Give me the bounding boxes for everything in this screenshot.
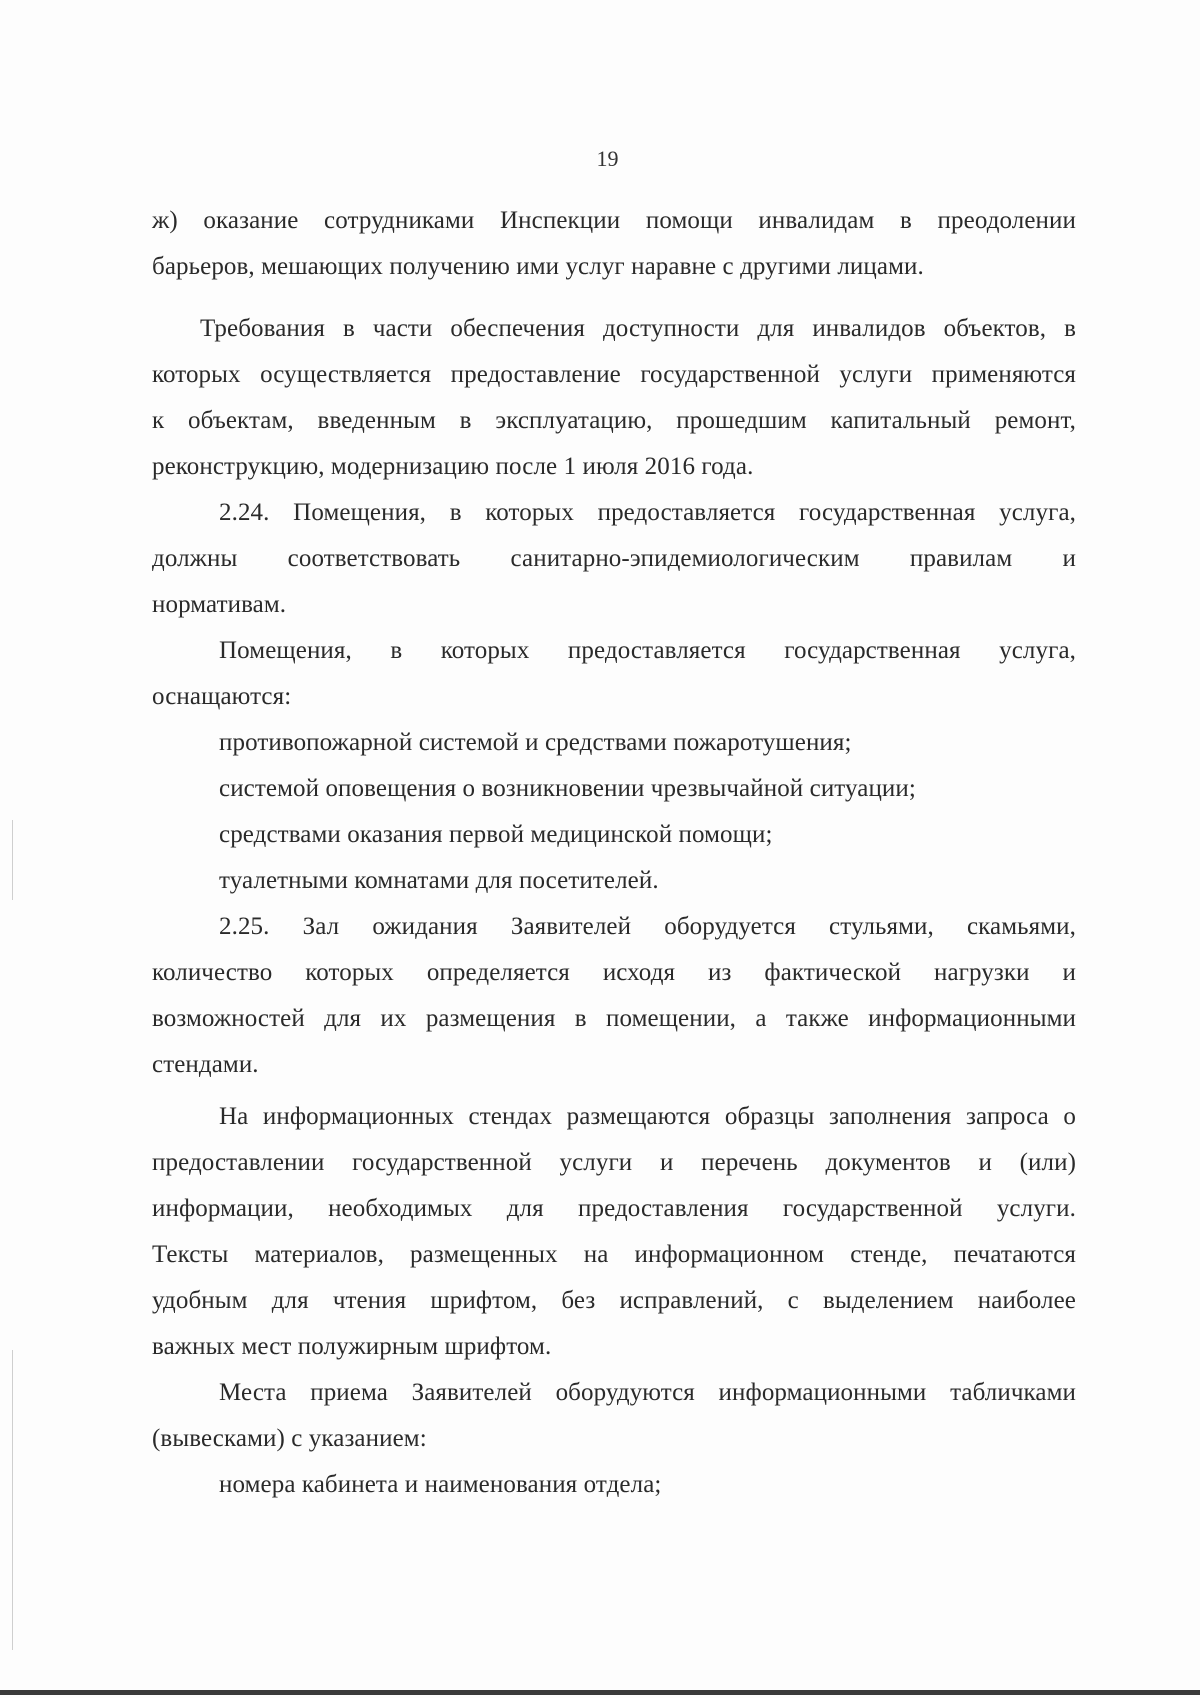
text-line: к объектам, введенным в эксплуатацию, прошедшим капитальный ремонт, — [152, 407, 1076, 434]
scan-artifact — [12, 820, 13, 900]
text-line: Требования в части обеспечения доступности для инвалидов объектов, в — [200, 315, 1076, 342]
text-line: удобным для чтения шрифтом, без исправлений, с выделением наиболее — [152, 1287, 1076, 1314]
list-item: номера кабинета и наименования отдела; — [219, 1471, 662, 1498]
text-line: 2.25. Зал ожидания Заявителей оборудуется стульями, скамьями, — [219, 913, 1076, 940]
text-line: должны соответствовать санитарно-эпидемиологическим правилам и — [152, 545, 1076, 572]
text-line: реконструкцию, модернизацию после 1 июля 2016 года. — [152, 453, 754, 480]
scan-artifact — [12, 1350, 13, 1650]
text-line: которых осуществляется предоставление государственной услуги применяются — [152, 361, 1076, 388]
text-line: 2.24. Помещения, в которых предоставляется государственная услуга, — [219, 499, 1076, 526]
text-line: оснащаются: — [152, 683, 292, 710]
text-line: предоставлении государственной услуги и перечень документов и (или) — [152, 1149, 1076, 1176]
text-line: барьеров, мешающих получению ими услуг наравне с другими лицами. — [152, 253, 924, 280]
text-line: Тексты материалов, размещенных на информационном стенде, печатаются — [152, 1241, 1076, 1268]
text-line: нормативам. — [152, 591, 287, 618]
list-item: противопожарной системой и средствами пожаротушения; — [219, 729, 852, 756]
text-line: важных мест полужирным шрифтом. — [152, 1333, 552, 1360]
text-line: информации, необходимых для предоставления государственной услуги. — [152, 1195, 1076, 1222]
text-line: Места приема Заявителей оборудуются информационными табличками — [219, 1379, 1076, 1406]
list-item: средствами оказания первой медицинской помощи; — [219, 821, 773, 848]
page-number: 19 — [596, 146, 619, 171]
text-line: количество которых определяется исходя из фактической нагрузки и — [152, 959, 1076, 986]
text-line: (вывесками) с указанием: — [152, 1425, 427, 1452]
text-line: Помещения, в которых предоставляется государственная услуга, — [219, 637, 1076, 664]
list-item: системой оповещения о возникновении чрезвычайной ситуации; — [219, 775, 916, 802]
text-line: На информационных стендах размещаются образцы заполнения запроса о — [219, 1103, 1076, 1130]
scan-edge — [0, 1690, 1200, 1695]
text-line: ж) оказание сотрудниками Инспекции помощи инвалидам в преодолении — [152, 207, 1076, 234]
list-item: туалетными комнатами для посетителей. — [219, 867, 659, 894]
text-line: стендами. — [152, 1051, 259, 1078]
text-line: возможностей для их размещения в помещении, а также информационными — [152, 1005, 1076, 1032]
